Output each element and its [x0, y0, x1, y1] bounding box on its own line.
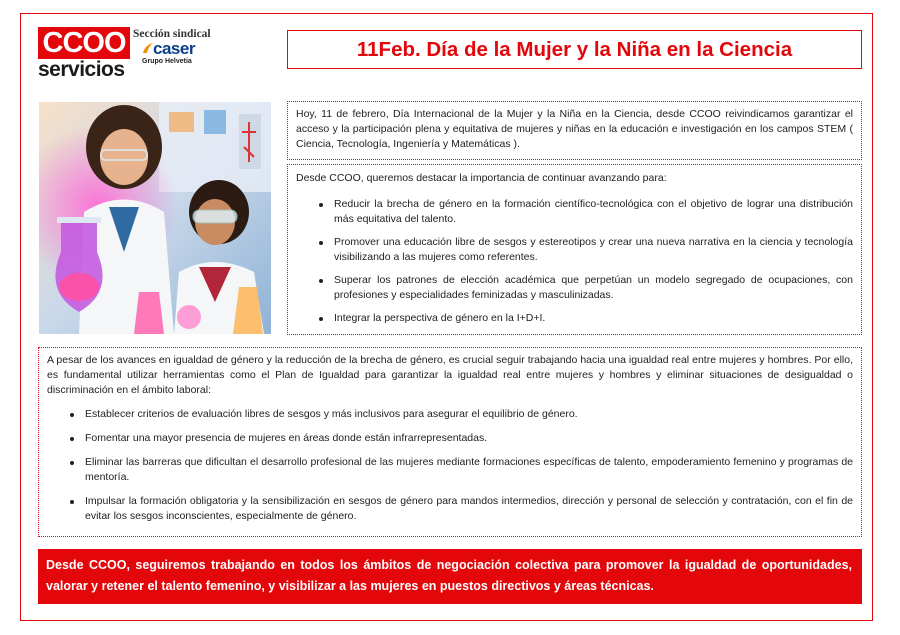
- list-item: Promover una educación libre de sesgos y estereotipos y crear una nueva narrativa en la ciencia y tecnología visibilizando a las mujeres como referentes.: [296, 235, 853, 265]
- closing-banner-text: Desde CCOO, seguiremos trabajando en todos los ámbitos de negociación colectiva para promover la igualdad de oportunidades, valorar y retener el talento femenino, y visibilizar a las mujeres en puestos directivos y áreas técnicas.: [46, 558, 852, 593]
- objectives-list: [296, 197, 853, 326]
- section-label: Sección sindical: [133, 28, 211, 40]
- list-item: Reducir la brecha de género en la formación científico-tecnológica con el objetivo de lograr una distribución más equitativa del talento.: [296, 197, 853, 227]
- list-item: Superar los patrones de elección académica que perpetúan un modelo segregado de ocupaciones, con profesiones y especialidades feminizadas y masculinizadas.: [296, 273, 853, 303]
- list-item: Eliminar las barreras que dificultan el desarrollo profesional de las mujeres mediante formaciones específicas de talento, empoderamiento femenino y programas de mentoría.: [47, 455, 853, 485]
- objectives-lead: Desde CCOO, queremos destacar la importancia de continuar avanzando para:: [296, 172, 667, 184]
- group-label: Grupo Helvetia: [142, 58, 192, 65]
- list-item: Integrar la perspectiva de género en la I+D+I.: [296, 311, 853, 326]
- caser-logo: caser: [153, 39, 195, 58]
- intro-box: [287, 101, 862, 160]
- list-item: Fomentar una mayor presencia de mujeres en áreas donde están infrarrepresentadas.: [47, 431, 853, 446]
- ccoo-logo: CCOO: [38, 27, 130, 59]
- closing-banner: [38, 549, 862, 604]
- servicios-label: servicios: [38, 58, 125, 81]
- logo-block: [38, 27, 238, 82]
- page-title: 11Feb. Día de la Mujer y la Niña en la Ciencia: [356, 37, 793, 61]
- intro-text: Hoy, 11 de febrero, Día Internacional de la Mujer y la Niña en la Ciencia, desde CCOO reivindicamos garantizar el acceso y la participación plena y equitativa de mujeres y niñas en la educación e investigación en los campos STEM ( Ciencia, Tecnología, Ingeniería y Matemáticas ).: [296, 108, 853, 150]
- title-box: [287, 30, 862, 69]
- list-item: Establecer criterios de evaluación libres de sesgos y más inclusivos para asegurar el equilibrio de género.: [47, 407, 853, 422]
- objectives-box: [287, 164, 862, 335]
- list-item: Impulsar la formación obligatoria y la sensibilización en sesgos de género para mandos intermedios, dirección y personal de selección y contratación, con el fin de evitar los sesgos inconscientes, especialmente de género.: [47, 494, 853, 524]
- scientist-illustration: [39, 102, 271, 334]
- equality-plan-lead: A pesar de los avances en igualdad de género y la reducción de la brecha de género, es crucial seguir trabajando hacia una igualdad real entre mujeres y hombres. Por ello, es fundamental utilizar herramientas como el Plan de Igualdad para garantizar la igualdad real entre mujeres y hombres y eliminar situaciones de desigualdad o discriminación en el ámbito laboral:: [47, 354, 853, 396]
- equality-plan-list: [47, 407, 853, 524]
- equality-plan-box: [38, 347, 862, 537]
